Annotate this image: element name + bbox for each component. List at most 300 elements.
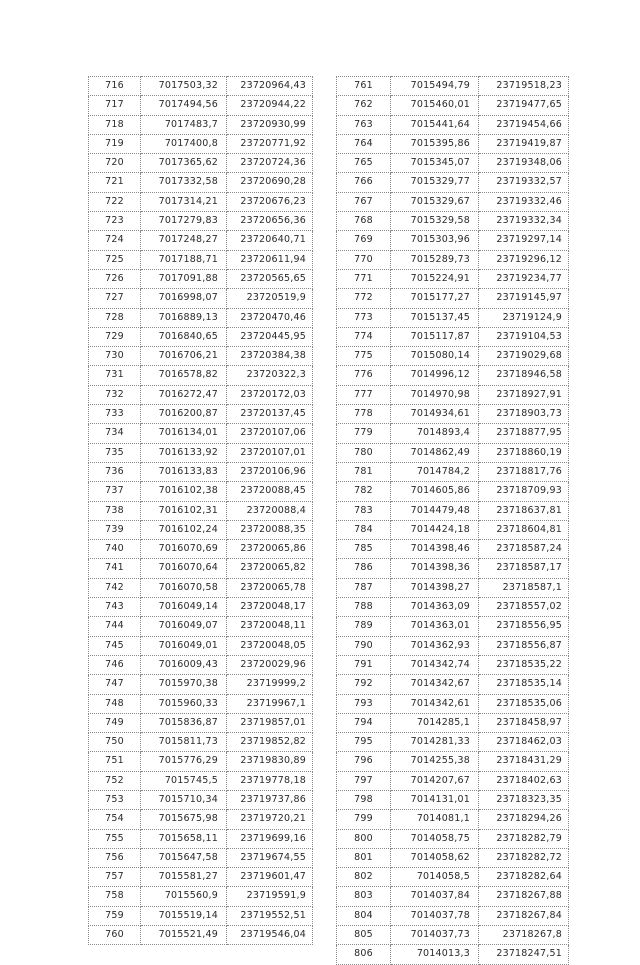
table-row [337,289,569,308]
point-number-cell: 725 [89,250,141,269]
table-row [89,462,313,481]
x-coordinate-cell: 7014605,86 [391,482,479,501]
x-coordinate-cell: 7015395,86 [391,134,479,153]
point-number-cell: 781 [337,462,391,481]
point-number-cell: 798 [337,790,391,809]
y-coordinate-cell: 23720048,17 [227,598,313,617]
x-coordinate-cell: 7015710,34 [141,790,227,809]
point-number-cell: 721 [89,173,141,192]
table-row [337,212,569,231]
x-coordinate-cell: 7014058,5 [391,868,479,887]
y-coordinate-cell: 23719454,66 [479,115,569,134]
x-coordinate-cell: 7016200,87 [141,405,227,424]
x-coordinate-cell: 7015519,14 [141,906,227,925]
table-row [337,77,569,96]
y-coordinate-cell: 23718462,03 [479,733,569,752]
point-number-cell: 728 [89,308,141,327]
table-row [337,482,569,501]
y-coordinate-cell: 23719104,53 [479,327,569,346]
y-coordinate-cell: 23718247,51 [479,945,569,964]
y-coordinate-cell: 23720611,94 [227,250,313,269]
y-coordinate-cell: 23720106,96 [227,462,313,481]
y-coordinate-cell: 23719348,06 [479,154,569,173]
table-row [89,347,313,366]
x-coordinate-cell: 7016049,14 [141,598,227,617]
point-number-cell: 790 [337,636,391,655]
x-coordinate-cell: 7017314,21 [141,192,227,211]
y-coordinate-cell: 23720048,11 [227,617,313,636]
point-number-cell: 796 [337,752,391,771]
point-number-cell: 785 [337,540,391,559]
y-coordinate-cell: 23718282,79 [479,829,569,848]
table-row [89,192,313,211]
y-coordinate-cell: 23719737,86 [227,790,313,809]
y-coordinate-cell: 23718282,64 [479,868,569,887]
x-coordinate-cell: 7017248,27 [141,231,227,250]
y-coordinate-cell: 23718927,91 [479,385,569,404]
point-number-cell: 746 [89,655,141,674]
table-row [89,134,313,153]
x-coordinate-cell: 7014934,61 [391,405,479,424]
x-coordinate-cell: 7015836,87 [141,713,227,732]
point-number-cell: 783 [337,501,391,520]
y-coordinate-cell: 23718556,95 [479,617,569,636]
table-row [89,482,313,501]
table-row [89,385,313,404]
x-coordinate-cell: 7015177,27 [391,289,479,308]
x-coordinate-cell: 7015745,5 [141,771,227,790]
y-coordinate-cell: 23720964,43 [227,77,313,96]
x-coordinate-cell: 7015494,79 [391,77,479,96]
table-row [337,462,569,481]
coordinates-table-body [89,77,313,945]
point-number-cell: 803 [337,887,391,906]
y-coordinate-cell: 23718817,76 [479,462,569,481]
y-coordinate-cell: 23719830,89 [227,752,313,771]
table-row [337,173,569,192]
y-coordinate-cell: 23720107,01 [227,443,313,462]
point-number-cell: 794 [337,713,391,732]
y-coordinate-cell: 23720640,71 [227,231,313,250]
point-number-cell: 791 [337,655,391,674]
x-coordinate-cell: 7015441,64 [391,115,479,134]
point-number-cell: 732 [89,385,141,404]
table-row [337,269,569,288]
table-row [89,810,313,829]
x-coordinate-cell: 7014058,62 [391,848,479,867]
point-number-cell: 736 [89,462,141,481]
point-number-cell: 760 [89,926,141,945]
x-coordinate-cell: 7017188,71 [141,250,227,269]
table-row [337,733,569,752]
table-row [89,887,313,906]
y-coordinate-cell: 23719297,14 [479,231,569,250]
x-coordinate-cell: 7017400,8 [141,134,227,153]
y-coordinate-cell: 23720065,86 [227,540,313,559]
y-coordinate-cell: 23718458,97 [479,713,569,732]
y-coordinate-cell: 23719699,16 [227,829,313,848]
point-number-cell: 787 [337,578,391,597]
point-number-cell: 800 [337,829,391,848]
point-number-cell: 761 [337,77,391,96]
x-coordinate-cell: 7014398,46 [391,540,479,559]
x-coordinate-cell: 7015521,49 [141,926,227,945]
y-coordinate-cell: 23720088,35 [227,520,313,539]
point-number-cell: 752 [89,771,141,790]
table-row [89,173,313,192]
x-coordinate-cell: 7014996,12 [391,366,479,385]
y-coordinate-cell: 23719419,87 [479,134,569,153]
y-coordinate-cell: 23720029,96 [227,655,313,674]
point-number-cell: 723 [89,212,141,231]
point-number-cell: 777 [337,385,391,404]
y-coordinate-cell: 23719029,68 [479,347,569,366]
point-number-cell: 744 [89,617,141,636]
point-number-cell: 719 [89,134,141,153]
x-coordinate-cell: 7015137,45 [391,308,479,327]
x-coordinate-cell: 7016102,38 [141,482,227,501]
point-number-cell: 731 [89,366,141,385]
y-coordinate-cell: 23720771,92 [227,134,313,153]
point-number-cell: 792 [337,675,391,694]
y-coordinate-cell: 23719857,01 [227,713,313,732]
point-number-cell: 774 [337,327,391,346]
point-number-cell: 735 [89,443,141,462]
point-number-cell: 716 [89,77,141,96]
point-number-cell: 804 [337,906,391,925]
x-coordinate-cell: 7014970,98 [391,385,479,404]
y-coordinate-cell: 23720690,28 [227,173,313,192]
x-coordinate-cell: 7014285,1 [391,713,479,732]
table-row [89,598,313,617]
point-number-cell: 730 [89,347,141,366]
x-coordinate-cell: 7016009,43 [141,655,227,674]
table-row [89,675,313,694]
table-row [89,752,313,771]
point-number-cell: 717 [89,96,141,115]
x-coordinate-cell: 7014784,2 [391,462,479,481]
x-coordinate-cell: 7016049,07 [141,617,227,636]
x-coordinate-cell: 7016840,65 [141,327,227,346]
point-number-cell: 738 [89,501,141,520]
point-number-cell: 722 [89,192,141,211]
y-coordinate-cell: 23720384,38 [227,347,313,366]
x-coordinate-cell: 7014893,4 [391,424,479,443]
table-row [337,694,569,713]
y-coordinate-cell: 23720137,45 [227,405,313,424]
table-row [337,96,569,115]
table-row [89,655,313,674]
x-coordinate-cell: 7015970,38 [141,675,227,694]
x-coordinate-cell: 7014281,33 [391,733,479,752]
table-row [337,250,569,269]
point-number-cell: 775 [337,347,391,366]
point-number-cell: 768 [337,212,391,231]
y-coordinate-cell: 23718294,26 [479,810,569,829]
x-coordinate-cell: 7014363,01 [391,617,479,636]
point-number-cell: 762 [337,96,391,115]
y-coordinate-cell: 23719601,47 [227,868,313,887]
y-coordinate-cell: 23720088,4 [227,501,313,520]
point-number-cell: 729 [89,327,141,346]
x-coordinate-cell: 7015289,73 [391,250,479,269]
table-row [89,520,313,539]
point-number-cell: 795 [337,733,391,752]
point-number-cell: 766 [337,173,391,192]
y-coordinate-cell: 23720322,3 [227,366,313,385]
table-row [337,327,569,346]
y-coordinate-cell: 23719999,2 [227,675,313,694]
table-row [337,655,569,674]
table-row [337,192,569,211]
table-row [337,848,569,867]
table-row [337,636,569,655]
x-coordinate-cell: 7017332,58 [141,173,227,192]
table-row [337,231,569,250]
y-coordinate-cell: 23718535,14 [479,675,569,694]
x-coordinate-cell: 7017091,88 [141,269,227,288]
y-coordinate-cell: 23718557,02 [479,598,569,617]
y-coordinate-cell: 23719591,9 [227,887,313,906]
table-row [89,713,313,732]
x-coordinate-cell: 7015581,27 [141,868,227,887]
x-coordinate-cell: 7014037,78 [391,906,479,925]
table-row [89,540,313,559]
point-number-cell: 754 [89,810,141,829]
y-coordinate-cell: 23718637,81 [479,501,569,520]
table-row [337,405,569,424]
point-number-cell: 740 [89,540,141,559]
x-coordinate-cell: 7016070,64 [141,559,227,578]
point-number-cell: 720 [89,154,141,173]
y-coordinate-cell: 23720470,46 [227,308,313,327]
y-coordinate-cell: 23718604,81 [479,520,569,539]
x-coordinate-cell: 7017503,32 [141,77,227,96]
x-coordinate-cell: 7014862,49 [391,443,479,462]
x-coordinate-cell: 7016272,47 [141,385,227,404]
table-row [89,829,313,848]
x-coordinate-cell: 7016133,92 [141,443,227,462]
table-row [89,269,313,288]
point-number-cell: 779 [337,424,391,443]
x-coordinate-cell: 7015658,11 [141,829,227,848]
table-row [337,154,569,173]
y-coordinate-cell: 23719674,55 [227,848,313,867]
table-row [89,212,313,231]
point-number-cell: 773 [337,308,391,327]
y-coordinate-cell: 23720107,06 [227,424,313,443]
x-coordinate-cell: 7014131,01 [391,790,479,809]
x-coordinate-cell: 7014342,67 [391,675,479,694]
table-row [337,810,569,829]
x-coordinate-cell: 7016070,69 [141,540,227,559]
y-coordinate-cell: 23719332,46 [479,192,569,211]
table-row [337,887,569,906]
point-number-cell: 727 [89,289,141,308]
table-row [89,77,313,96]
table-row [337,713,569,732]
x-coordinate-cell: 7014342,61 [391,694,479,713]
point-number-cell: 797 [337,771,391,790]
x-coordinate-cell: 7015675,98 [141,810,227,829]
table-row [89,115,313,134]
y-coordinate-cell: 23718267,8 [479,926,569,945]
point-number-cell: 745 [89,636,141,655]
y-coordinate-cell: 23719145,97 [479,289,569,308]
point-number-cell: 739 [89,520,141,539]
y-coordinate-cell: 23718587,17 [479,559,569,578]
y-coordinate-cell: 23718535,22 [479,655,569,674]
table-row [337,578,569,597]
point-number-cell: 737 [89,482,141,501]
table-row [89,771,313,790]
point-number-cell: 748 [89,694,141,713]
x-coordinate-cell: 7014255,38 [391,752,479,771]
table-row [89,617,313,636]
x-coordinate-cell: 7015080,14 [391,347,479,366]
y-coordinate-cell: 23718282,72 [479,848,569,867]
table-row [337,675,569,694]
table-row [89,578,313,597]
x-coordinate-cell: 7014037,73 [391,926,479,945]
y-coordinate-cell: 23719552,51 [227,906,313,925]
point-number-cell: 750 [89,733,141,752]
y-coordinate-cell: 23719967,1 [227,694,313,713]
table-row [89,308,313,327]
x-coordinate-cell: 7014342,74 [391,655,479,674]
x-coordinate-cell: 7016889,13 [141,308,227,327]
table-row [337,752,569,771]
x-coordinate-cell: 7015329,67 [391,192,479,211]
x-coordinate-cell: 7016070,58 [141,578,227,597]
y-coordinate-cell: 23718323,35 [479,790,569,809]
y-coordinate-cell: 23720088,45 [227,482,313,501]
y-coordinate-cell: 23720724,36 [227,154,313,173]
y-coordinate-cell: 23718267,88 [479,887,569,906]
point-number-cell: 758 [89,887,141,906]
table-row [337,520,569,539]
table-row [89,926,313,945]
y-coordinate-cell: 23718556,87 [479,636,569,655]
x-coordinate-cell: 7014013,3 [391,945,479,964]
y-coordinate-cell: 23718267,84 [479,906,569,925]
x-coordinate-cell: 7014398,36 [391,559,479,578]
x-coordinate-cell: 7015560,9 [141,887,227,906]
table-row [337,559,569,578]
point-number-cell: 782 [337,482,391,501]
table-row [337,366,569,385]
table-row [89,443,313,462]
coordinates-table-left [88,76,313,945]
y-coordinate-cell: 23719332,57 [479,173,569,192]
x-coordinate-cell: 7014363,09 [391,598,479,617]
table-row [337,443,569,462]
x-coordinate-cell: 7014037,84 [391,887,479,906]
x-coordinate-cell: 7014081,1 [391,810,479,829]
y-coordinate-cell: 23718587,24 [479,540,569,559]
y-coordinate-cell: 23720656,36 [227,212,313,231]
point-number-cell: 772 [337,289,391,308]
point-number-cell: 749 [89,713,141,732]
x-coordinate-cell: 7015345,07 [391,154,479,173]
y-coordinate-cell: 23719234,77 [479,269,569,288]
point-number-cell: 757 [89,868,141,887]
point-number-cell: 771 [337,269,391,288]
table-row [89,848,313,867]
x-coordinate-cell: 7016134,01 [141,424,227,443]
x-coordinate-cell: 7016102,24 [141,520,227,539]
x-coordinate-cell: 7015460,01 [391,96,479,115]
point-number-cell: 733 [89,405,141,424]
y-coordinate-cell: 23719477,65 [479,96,569,115]
point-number-cell: 759 [89,906,141,925]
table-row [337,308,569,327]
y-coordinate-cell: 23718587,1 [479,578,569,597]
table-row [89,790,313,809]
x-coordinate-cell: 7014424,18 [391,520,479,539]
x-coordinate-cell: 7016102,31 [141,501,227,520]
point-number-cell: 789 [337,617,391,636]
point-number-cell: 718 [89,115,141,134]
y-coordinate-cell: 23720676,23 [227,192,313,211]
table-row [89,154,313,173]
point-number-cell: 743 [89,598,141,617]
table-row [337,617,569,636]
table-row [89,96,313,115]
table-row [337,926,569,945]
y-coordinate-cell: 23720065,78 [227,578,313,597]
table-row [337,134,569,153]
table-row [89,868,313,887]
table-row [89,733,313,752]
table-row [89,424,313,443]
y-coordinate-cell: 23719852,82 [227,733,313,752]
x-coordinate-cell: 7016998,07 [141,289,227,308]
table-row [337,385,569,404]
coordinates-table-body [337,77,569,965]
table-row [337,598,569,617]
y-coordinate-cell: 23720930,99 [227,115,313,134]
y-coordinate-cell: 23719546,04 [227,926,313,945]
y-coordinate-cell: 23718946,58 [479,366,569,385]
x-coordinate-cell: 7016578,82 [141,366,227,385]
y-coordinate-cell: 23718709,93 [479,482,569,501]
point-number-cell: 767 [337,192,391,211]
x-coordinate-cell: 7015117,87 [391,327,479,346]
x-coordinate-cell: 7015776,29 [141,752,227,771]
y-coordinate-cell: 23718402,63 [479,771,569,790]
x-coordinate-cell: 7015647,58 [141,848,227,867]
table-row [89,231,313,250]
point-number-cell: 724 [89,231,141,250]
table-row [337,945,569,964]
point-number-cell: 778 [337,405,391,424]
table-row [89,289,313,308]
point-number-cell: 764 [337,134,391,153]
y-coordinate-cell: 23720565,65 [227,269,313,288]
point-number-cell: 793 [337,694,391,713]
x-coordinate-cell: 7016133,83 [141,462,227,481]
table-row [89,501,313,520]
point-number-cell: 753 [89,790,141,809]
y-coordinate-cell: 23720944,22 [227,96,313,115]
x-coordinate-cell: 7014398,27 [391,578,479,597]
point-number-cell: 742 [89,578,141,597]
table-row [337,540,569,559]
point-number-cell: 780 [337,443,391,462]
point-number-cell: 755 [89,829,141,848]
x-coordinate-cell: 7015329,77 [391,173,479,192]
